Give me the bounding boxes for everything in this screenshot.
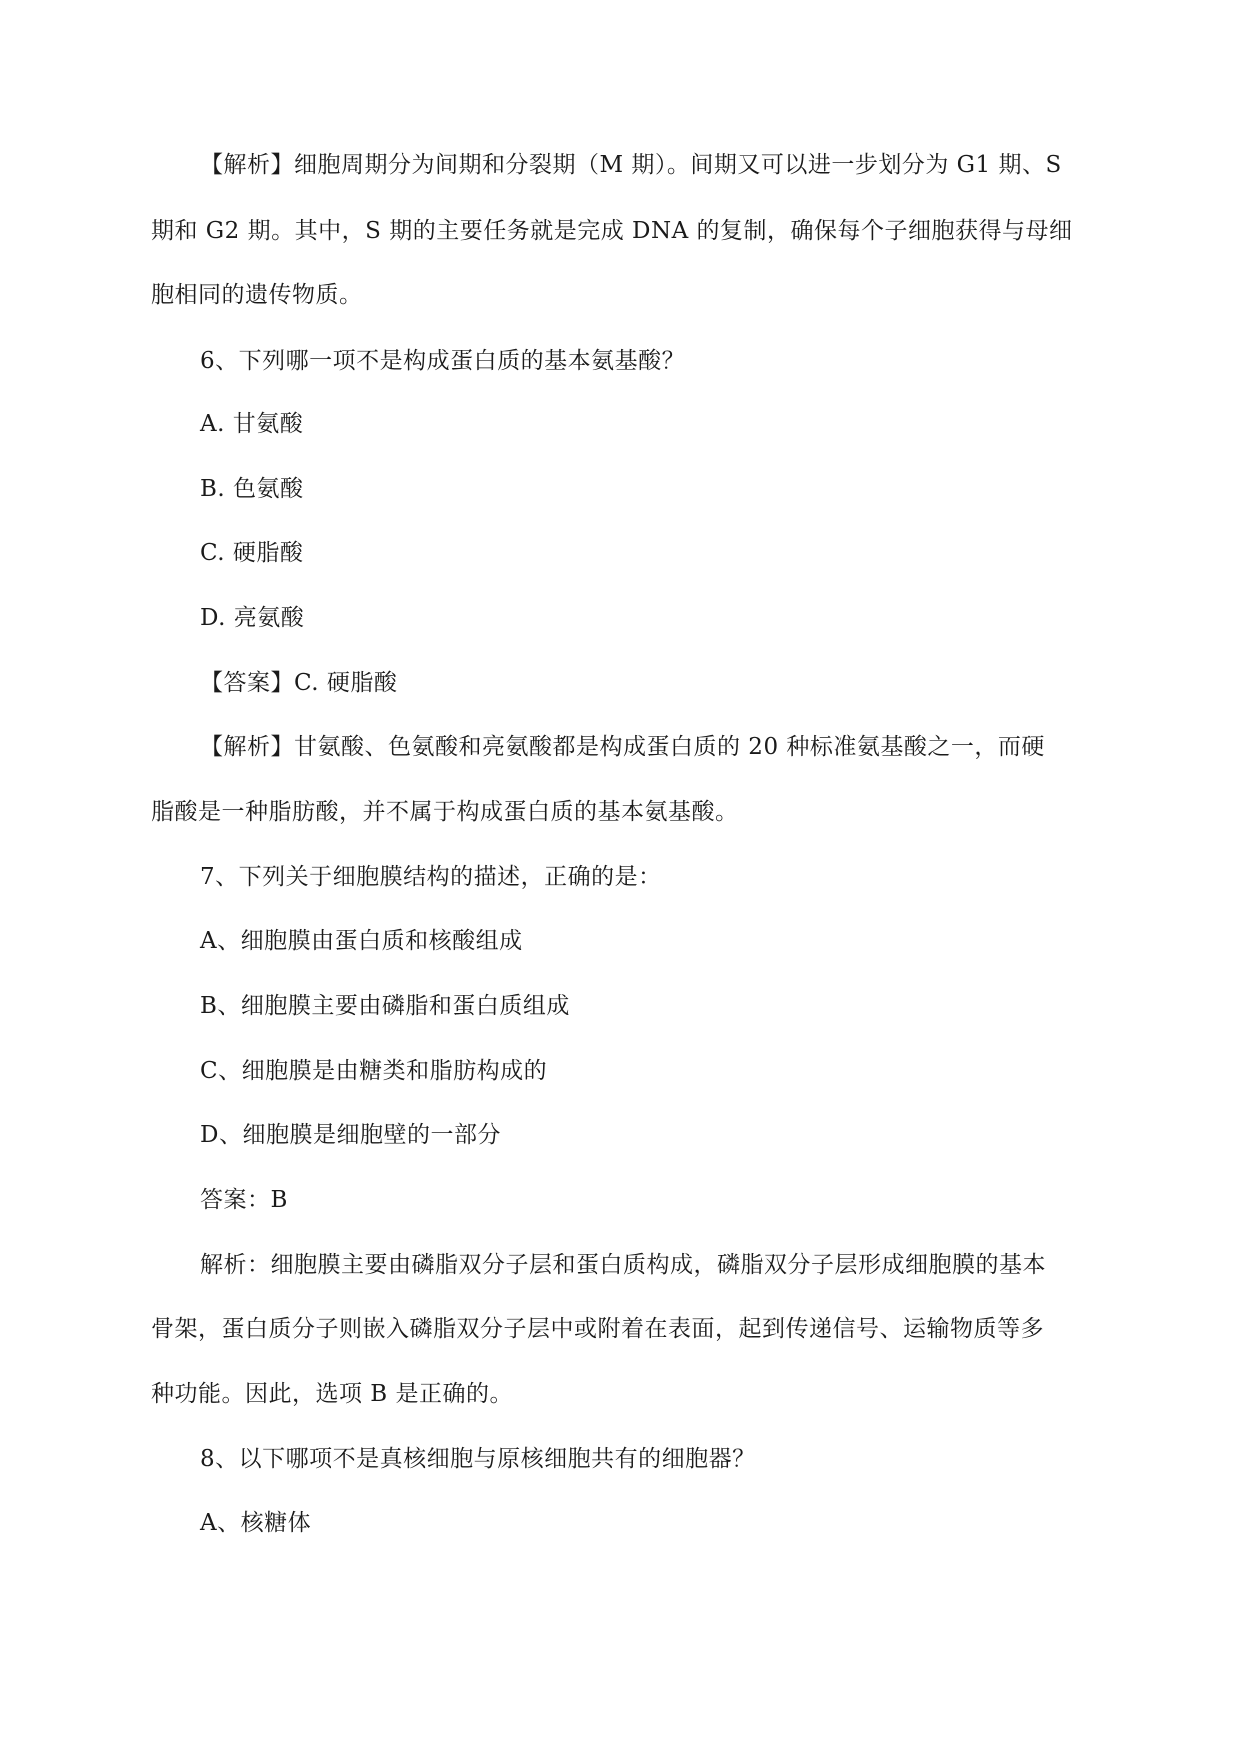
- question-6-option-c: C. 硬脂酸: [200, 540, 304, 566]
- explanation-6-line-1: 【解析】甘氨酸、色氨酸和亮氨酸都是构成蛋白质的 20 种标准氨基酸之一，而硬: [200, 734, 1045, 760]
- question-7-option-b: B、细胞膜主要由磷脂和蛋白质组成: [200, 993, 570, 1019]
- explanation-6-line-2: 脂酸是一种脂肪酸，并不属于构成蛋白质的基本氨基酸。: [151, 799, 739, 825]
- explanation-5-line-3: 胞相同的遗传物质。: [151, 282, 363, 308]
- question-7-option-c: C、细胞膜是由糖类和脂肪构成的: [200, 1058, 548, 1084]
- explanation-5-line-2: 期和 G2 期。其中，S 期的主要任务就是完成 DNA 的复制，确保每个子细胞获得与母细: [151, 218, 1073, 244]
- question-6: 6、下列哪一项不是构成蛋白质的基本氨基酸？: [200, 348, 686, 374]
- question-7-option-a: A、细胞膜由蛋白质和核酸组成: [200, 928, 523, 954]
- question-6-answer: 【答案】C. 硬脂酸: [200, 670, 398, 696]
- question-7-option-d: D、细胞膜是细胞壁的一部分: [200, 1122, 501, 1148]
- question-7: 7、下列关于细胞膜结构的描述，正确的是：: [200, 864, 662, 890]
- question-7-answer: 答案：B: [200, 1187, 288, 1213]
- question-6-option-d: D. 亮氨酸: [200, 605, 305, 631]
- question-8: 8、以下哪项不是真核细胞与原核细胞共有的细胞器？: [200, 1446, 756, 1472]
- question-6-option-b: B. 色氨酸: [200, 476, 304, 502]
- explanation-5-line-1: 【解析】细胞周期分为间期和分裂期（M 期）。间期又可以进一步划分为 G1 期、S: [200, 152, 1062, 178]
- explanation-7-line-3: 种功能。因此，选项 B 是正确的。: [151, 1381, 514, 1407]
- question-8-option-a: A、核糖体: [200, 1510, 312, 1536]
- explanation-7-line-2: 骨架，蛋白质分子则嵌入磷脂双分子层中或附着在表面，起到传递信号、运输物质等多: [151, 1316, 1044, 1342]
- explanation-7-line-1: 解析：细胞膜主要由磷脂双分子层和蛋白质构成，磷脂双分子层形成细胞膜的基本: [200, 1252, 1046, 1278]
- question-6-option-a: A. 甘氨酸: [200, 411, 304, 437]
